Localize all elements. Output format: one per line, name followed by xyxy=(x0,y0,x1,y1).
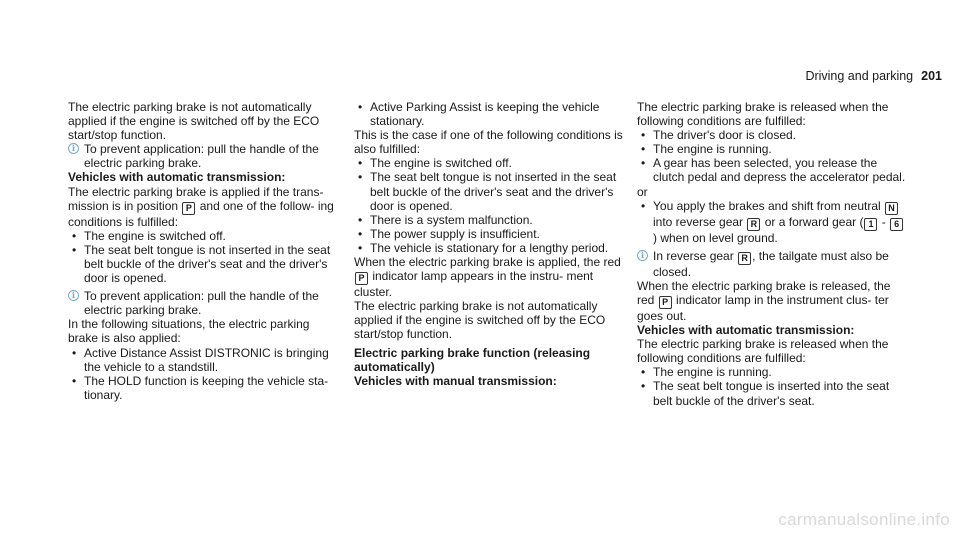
list-item: • The driver's door is closed. xyxy=(637,128,907,142)
column-1 xyxy=(68,100,338,402)
paragraph: This is the case if one of the following conditions is also fulfilled: xyxy=(354,128,623,157)
list-item: • The engine is running. xyxy=(637,142,907,156)
subheading: Vehicles with manual transmission: xyxy=(354,373,557,388)
gear-1-key-icon: 1 xyxy=(864,218,877,231)
gear-6-key-icon: 6 xyxy=(890,218,903,231)
list-item: • You apply the brakes and shift from neutral N into reverse gear R or a forward gear ( 1 - 6) when on level ground. xyxy=(637,199,907,245)
info-icon: i xyxy=(68,290,79,301)
paragraph: The electric parking brake is released when the following conditions are fulfilled: xyxy=(637,337,889,366)
paragraph: In the following situations, the electric parking brake is also applied: xyxy=(68,317,310,346)
section-title: Driving and parking xyxy=(805,69,914,83)
list-item: • The seat belt tongue is not inserted in the seat belt buckle of the driver's seat and the driver's door is opened. xyxy=(354,170,624,212)
list-item: • A gear has been selected, you release the clutch pedal and depress the accelerator pedal. xyxy=(637,156,907,184)
list-item: • The engine is running. xyxy=(637,365,907,379)
paragraph: or xyxy=(637,184,648,199)
note: i To prevent application: pull the handle of the electric parking brake. xyxy=(68,142,338,170)
list-item: • Active Distance Assist DISTRONIC is bringing the vehicle to a standstill. xyxy=(68,346,338,374)
page-header xyxy=(805,69,942,83)
list-item: • Active Parking Assist is keeping the vehicle stationary. xyxy=(354,100,624,128)
list-item: • The seat belt tongue is inserted into the seat belt buckle of the driver's seat. xyxy=(637,379,907,407)
subheading: Vehicles with automatic transmission: xyxy=(637,323,855,338)
list-item: • The seat belt tongue is not inserted in the seat belt buckle of the driver's seat and the driver's door is opened. xyxy=(68,243,338,285)
list-item: • The engine is switched off. xyxy=(68,229,338,243)
gear-r-key-icon: R xyxy=(747,218,760,231)
column-2 xyxy=(354,100,624,388)
parking-brake-lamp-icon: P xyxy=(659,296,672,309)
list-item: • The power supply is insufficient. xyxy=(354,227,624,241)
info-icon: i xyxy=(68,143,79,154)
gear-r-key-icon: R xyxy=(738,252,751,265)
subheading: Vehicles with automatic transmission: xyxy=(68,170,286,185)
note: i To prevent application: pull the handle of the electric parking brake. xyxy=(68,289,338,317)
paragraph: The electric parking brake is not automatically applied if the engine is switched off by the ECO start/stop function. xyxy=(68,100,320,143)
paragraph: When the electric parking brake is released, the red P indicator lamp in the instrument clus- ter goes out. xyxy=(637,278,891,323)
gear-n-key-icon: N xyxy=(885,202,898,215)
paragraph: When the electric parking brake is applied, the red P indicator lamp appears in the instru- ment cluster. xyxy=(354,255,621,300)
parking-brake-lamp-icon: P xyxy=(355,272,368,285)
note: i In reverse gear R , the tailgate must also be closed. xyxy=(637,249,907,279)
list-item: • The engine is switched off. xyxy=(354,156,624,170)
list-item: • There is a system malfunction. xyxy=(354,213,624,227)
info-icon: i xyxy=(637,250,648,261)
page-number: 201 xyxy=(921,69,942,83)
subheading: Electric parking brake function (releasing automatically) xyxy=(354,345,591,374)
list-item: • The HOLD function is keeping the vehicle sta- tionary. xyxy=(68,374,338,402)
paragraph: The electric parking brake is not automatically applied if the engine is switched off by the ECO start/stop function. xyxy=(354,299,606,342)
list-item: • The vehicle is stationary for a lengthy period. xyxy=(354,241,624,255)
gear-p-key-icon: P xyxy=(182,202,195,215)
paragraph: The electric parking brake is released when the following conditions are fulfilled: xyxy=(637,100,889,129)
paragraph: The electric parking brake is applied if the trans- mission is in position P and one of the follow- ing conditions is fulfilled: xyxy=(68,184,334,229)
column-3 xyxy=(637,100,907,408)
watermark: carmanualsonline.info xyxy=(778,510,950,529)
